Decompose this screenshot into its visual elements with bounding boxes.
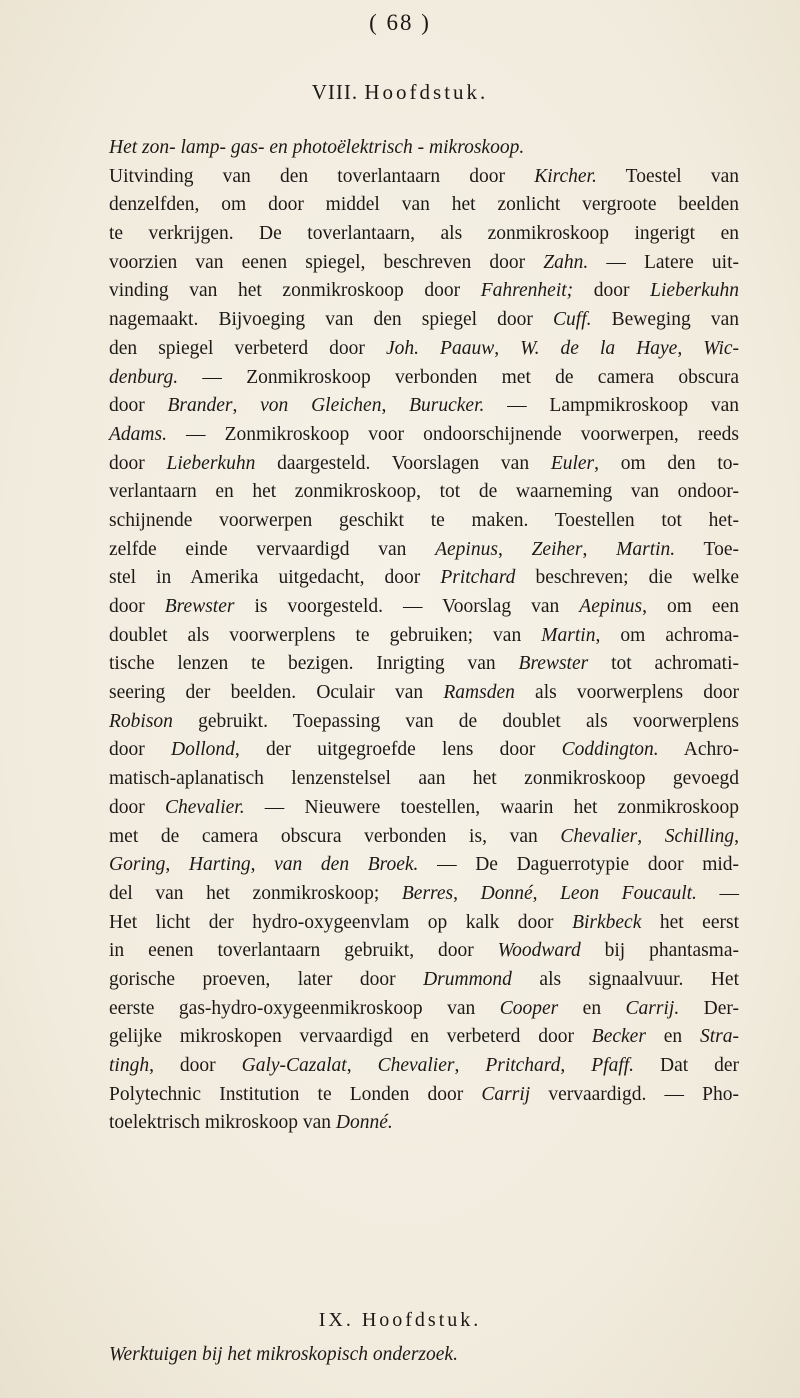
next-chapter-heading: IX. Hoofdstuk. <box>318 1309 482 1331</box>
text-run: is voorgesteld. — Voorslag van <box>234 596 580 617</box>
text-run: , <box>381 395 410 417</box>
text-run: Achro- <box>658 739 740 761</box>
text-run: , <box>453 882 481 904</box>
text-line <box>109 765 739 794</box>
italic-text: van den Broek. <box>274 854 419 876</box>
italic-text: Goring <box>109 854 166 876</box>
italic-text: Euler <box>550 452 595 474</box>
text-line <box>109 536 739 565</box>
text-line <box>109 564 739 593</box>
italic-text: Stra- <box>700 1026 739 1048</box>
text-line <box>109 823 739 852</box>
text-line <box>109 392 739 421</box>
text-line <box>109 306 739 335</box>
text-line <box>109 622 739 651</box>
italic-text: Aepinus <box>579 596 643 617</box>
text-run: , door <box>149 1055 242 1076</box>
text-run: , om achroma- <box>595 624 739 646</box>
italic-text: Leon Foucault. <box>560 882 697 904</box>
italic-text: Burucker. <box>409 395 485 417</box>
italic-text: Cooper <box>499 997 559 1019</box>
italic-text: Carrij. <box>625 997 680 1019</box>
text-run: — Zonmikroskoop verbonden met de camera obscura <box>178 366 739 388</box>
italic-text: Martin <box>541 624 596 646</box>
text-run: Toestel van <box>596 165 739 187</box>
italic-text: W. de la Haye <box>520 337 678 359</box>
text-run: en <box>558 997 626 1019</box>
text-run: den spiegel verbeterd door <box>109 337 386 359</box>
italic-text: tingh <box>109 1055 150 1076</box>
text-run: , der uitgegroefde lens door <box>234 739 562 761</box>
text-run: , <box>232 395 261 417</box>
text-run: gebruikt. Toepassing van de doublet als voorwerplens <box>172 710 739 732</box>
text-run: del van het zonmikroskoop; <box>109 882 402 904</box>
italic-text: Schilling <box>664 825 735 847</box>
text-run: door <box>109 596 165 617</box>
italic-text: Wic- <box>703 337 740 359</box>
text-line <box>109 364 739 393</box>
text-run: tische lenzen te bezigen. Inrigting van <box>109 653 519 675</box>
text-run: Toe- <box>675 538 739 560</box>
text-line <box>109 249 739 278</box>
italic-text: Berres <box>401 882 454 904</box>
text-run: , <box>454 1055 486 1076</box>
italic-text: Brander <box>167 395 233 417</box>
chapter-heading <box>0 80 800 105</box>
text-run: Der- <box>679 997 739 1019</box>
text-line <box>109 794 739 823</box>
text-line <box>109 995 739 1024</box>
italic-text: Zeiher <box>531 538 583 560</box>
italic-text: Kircher. <box>534 165 597 187</box>
italic-text: denburg. <box>109 366 179 388</box>
text-run: , <box>532 882 561 904</box>
text-run: door <box>109 395 168 417</box>
text-run: — Latere uit- <box>588 251 739 273</box>
text-line <box>109 1081 739 1110</box>
text-run: beschreven; die welke <box>515 567 739 589</box>
text-line <box>109 191 739 220</box>
text-run: te verkrijgen. De toverlantaarn, als zonmikroskoop ingerigt en <box>109 223 739 245</box>
text-line <box>109 507 739 536</box>
text-run: schijnende voorwerpen geschikt te maken. Toestellen tot het- <box>109 509 739 531</box>
text-run: voorzien van eenen spiegel, beschreven door <box>109 251 544 273</box>
text-line <box>109 335 739 364</box>
text-run: eerste gas-hydro-oxygeenmikroskoop van <box>109 997 500 1019</box>
text-run: als signaalvuur. Het <box>511 968 740 990</box>
text-run: , om den to- <box>594 452 739 474</box>
text-line <box>109 1023 739 1052</box>
italic-text: Dollond <box>171 739 235 761</box>
text-run: gelijke mikroskopen vervaardigd en verbeterd door <box>109 1026 592 1048</box>
text-run: nagemaakt. Bijvoeging van den spiegel door <box>109 309 554 331</box>
text-run: doublet als voorwerplens te gebruiken; van <box>109 624 542 646</box>
text-run: vinding van het zonmikroskoop door <box>109 280 481 302</box>
text-run: tot achromati- <box>588 653 740 675</box>
text-run: in eenen toverlantaarn gebruikt, door <box>109 940 498 962</box>
italic-text: Adams. <box>109 423 167 445</box>
text-run: , <box>346 1055 378 1076</box>
italic-text: Martin. <box>616 538 676 560</box>
italic-text: Het zon- lamp- gas- en photoëlektrisch - mikroskoop. <box>109 137 525 158</box>
text-run: , <box>677 337 704 359</box>
italic-text: von Gleichen <box>260 395 382 417</box>
text-run: denzelfden, om door middel van het zonlicht vergroote beelden <box>109 194 739 216</box>
text-run: Polytechnic Institution te Londen door <box>109 1083 482 1105</box>
text-run: , <box>250 854 275 876</box>
text-line <box>109 593 739 622</box>
text-run: — Lampmikroskoop van <box>484 395 739 417</box>
next-chapter-subtitle: Werktuigen bij het mikroskopisch onderzoek. <box>109 1344 458 1365</box>
text-line <box>109 851 739 880</box>
chapter-summary-text <box>109 134 739 1138</box>
italic-text: Donné <box>480 882 533 904</box>
italic-text: Aepinus <box>435 538 498 560</box>
italic-text: Becker <box>591 1026 646 1048</box>
italic-text: Cuff. <box>553 309 592 331</box>
text-line <box>109 478 739 507</box>
italic-text: Pritchard <box>440 567 516 589</box>
italic-text: Robison <box>109 710 173 732</box>
italic-text: Lieberkuhn <box>650 280 739 302</box>
text-line <box>109 880 739 909</box>
text-run: matisch-aplanatisch lenzenstelsel aan het zonmikroskoop gevoegd <box>109 768 739 790</box>
text-run: bij phantasma- <box>580 940 739 962</box>
text-run: Het licht der hydro-oxygeenvlam op kalk door <box>109 911 573 933</box>
italic-text: Brewster <box>164 596 235 617</box>
text-run: verlantaarn en het zonmikroskoop, tot de waarneming van ondoor- <box>109 481 739 503</box>
text-run: door <box>109 796 165 818</box>
italic-text: Chevalier <box>377 1055 455 1076</box>
text-run: het eerst <box>641 911 739 933</box>
text-run: zelfde einde vervaardigd van <box>109 538 436 560</box>
text-run: door <box>109 739 171 761</box>
text-run: , <box>582 538 617 560</box>
italic-text: Brewster <box>518 653 589 675</box>
text-run: seering der beelden. Oculair van <box>109 682 444 704</box>
italic-text: Fahrenheit; <box>480 280 574 302</box>
text-run: daargesteld. Voorslagen van <box>255 452 551 474</box>
italic-text: Coddington. <box>561 739 659 761</box>
text-run: door <box>573 280 651 302</box>
italic-text: Ramsden <box>443 682 515 704</box>
italic-text: Lieberkuhn <box>166 452 256 474</box>
text-run: , <box>637 825 665 847</box>
text-run: door <box>109 452 167 474</box>
text-line <box>109 220 739 249</box>
italic-text: Joh. Paauw <box>385 337 495 359</box>
text-line <box>109 1109 739 1138</box>
text-line <box>109 163 739 192</box>
text-line <box>109 937 739 966</box>
italic-text: Woodward <box>497 940 581 962</box>
text-run: gorische proeven, later door <box>109 968 424 990</box>
text-line <box>109 1052 739 1081</box>
text-run: , <box>494 337 521 359</box>
italic-text: Harting <box>188 854 251 876</box>
text-line <box>109 277 739 306</box>
page-number: ( 68 ) <box>369 10 431 35</box>
text-run: Uitvinding van den toverlantaarn door <box>109 165 535 187</box>
italic-text: Pritchard <box>485 1055 561 1076</box>
text-run: stel in Amerika uitgedacht, door <box>109 567 441 589</box>
text-run: toelektrisch mikroskoop van <box>109 1112 336 1134</box>
text-line <box>109 736 739 765</box>
text-line <box>109 679 739 708</box>
text-run: — <box>696 882 740 904</box>
chapter-roman-numeral: VIII. <box>311 80 359 104</box>
text-line <box>109 909 739 938</box>
text-run: vervaardigd. — Pho- <box>530 1083 739 1105</box>
text-line <box>109 134 739 163</box>
text-run: — Zonmikroskoop voor ondoorschijnende voorwerpen, reeds <box>166 423 739 445</box>
text-run: met de camera obscura verbonden is, van <box>109 825 561 847</box>
text-run: , om een <box>642 596 739 617</box>
italic-text: Pfaff. <box>591 1055 635 1076</box>
text-run: Dat der <box>634 1055 740 1076</box>
italic-text: Birkbeck <box>572 911 642 933</box>
text-run: , <box>560 1055 592 1076</box>
text-line <box>109 450 739 479</box>
italic-text: Chevalier. <box>164 796 245 818</box>
italic-text: Donné. <box>335 1112 393 1134</box>
text-run: , <box>734 825 739 847</box>
text-line <box>109 708 739 737</box>
italic-text: Chevalier <box>560 825 638 847</box>
italic-text: Galy-Cazalat <box>241 1055 347 1076</box>
text-line <box>109 966 739 995</box>
italic-text: Zahn. <box>543 251 589 273</box>
italic-text: Drummond <box>423 968 512 990</box>
text-run: en <box>645 1026 700 1048</box>
text-run: , <box>165 854 189 876</box>
text-line <box>109 650 739 679</box>
text-line <box>109 421 739 450</box>
italic-text: Carrij <box>481 1083 531 1105</box>
chapter-word: Hoofdstuk. <box>364 80 489 104</box>
text-run: — Nieuwere toestellen, waarin het zonmikroskoop <box>244 796 739 818</box>
text-run: als voorwerplens door <box>514 682 740 704</box>
text-run: Beweging van <box>591 309 739 331</box>
text-run: , <box>497 538 532 560</box>
text-run: — De Daguerrotypie door mid- <box>418 854 740 876</box>
